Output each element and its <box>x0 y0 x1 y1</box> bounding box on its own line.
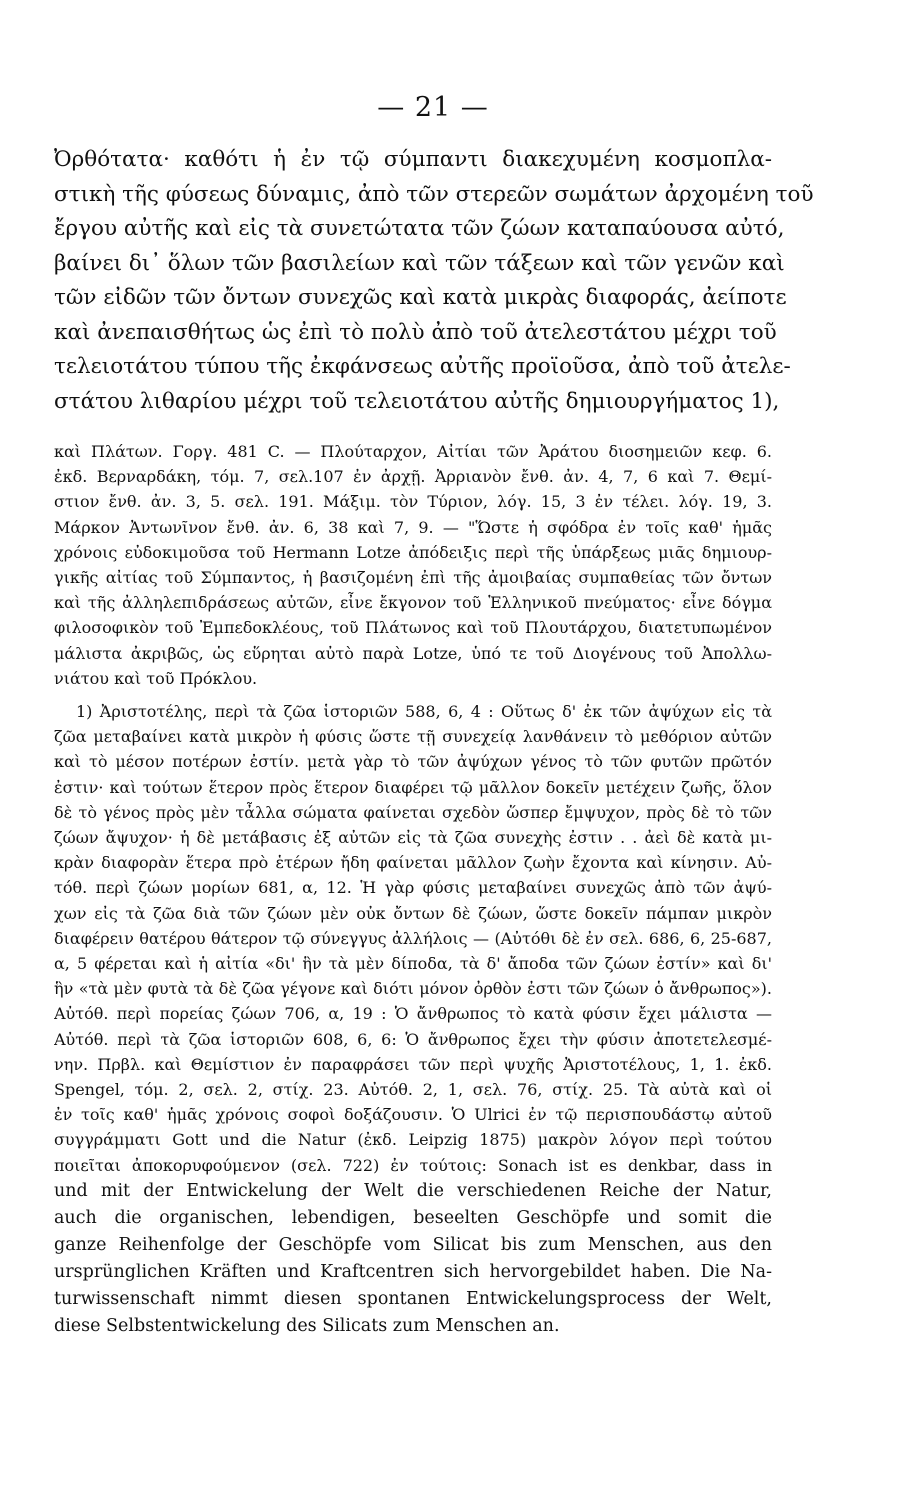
main-line: στάτου λιθαρίου μέχρι τοῦ τελειοτάτου αὐτῆς δημιουργήματος 1), <box>54 388 780 414</box>
footnote-line: χων εἰς τὰ ζῶα διὰ τῶν ζώων μὲν οὐκ ὄντων δὲ ζώων, ὥστε δοκεῖν πάμπαν μικρὸν <box>54 903 772 923</box>
page-number: — 21 — <box>377 92 489 123</box>
main-line: τελειοτάτου τύπου τῆς ἐκφάνσεως αὐτῆς προϊοῦσα, ἀπὸ τοῦ ἀτελε- <box>54 354 791 379</box>
footnote-line: μάλιστα ἀκριβῶς, ὡς εὕρηται αὐτὸ παρὰ Lotze, ὑπό τε τοῦ Διογένους τοῦ Ἀπολλω- <box>54 643 772 663</box>
footnote-line: ἣν «τὰ μὲν φυτὰ τὰ δὲ ζῶα γέγονε καὶ διότι μόνον ὀρθὸν ἐστι τῶν ζώων ὁ ἄνθρωπος»). <box>54 979 772 999</box>
footnote-line: νιάτου καὶ τοῦ Πρόκλου. <box>54 668 258 688</box>
main-line: ἔργου αὐτῆς καὶ εἰς τὰ συνετώτατα τῶν ζώων καταπαύουσα αὐτό, <box>54 216 785 241</box>
footnote-line: καὶ Πλάτων. Γοργ. 481 C. — Πλούταρχον, Αἰτίαι τῶν Ἀράτου διοσημειῶν κεφ. 6. <box>54 442 772 461</box>
footnote-line: γικῆς αἰτίας τοῦ Σύμπαντος, ἡ βασιζομένη ἐπὶ τῆς ἀμοιβαίας συμπαθείας τῶν ὄντων <box>54 568 772 588</box>
footnote-line: ganze Reihenfolge der Geschöpfe vom Silicat bis zum Menschen, aus den <box>54 1234 772 1255</box>
footnote-line: κρὰν διαφορὰν ἕτερα πρὸ ἑτέρων ἤδη φαίνεται μᾶλλον ζωὴν ἔχοντα καὶ κίνησιν. Αὐ- <box>54 853 772 873</box>
footnote-line: Μάρκον Ἀντωνῖνον ἔνθ. ἀν. 6, 38 καὶ 7, 9. — "Ὥστε ἡ σφόδρα ἐν τοῖς καθ' ἡμᾶς <box>54 517 772 537</box>
footnote-line: ἐκδ. Βερναρδάκη, τόμ. 7, σελ.107 ἐν ἀρχῇ. Ἀρριανὸν ἔνθ. ἀν. 4, 7, 6 καὶ 7. Θεμί- <box>54 467 772 487</box>
main-line: στικὴ τῆς φύσεως δύναμις, ἀπὸ τῶν στερεῶν σωμάτων ἀρχομένη τοῦ <box>54 181 814 207</box>
main-line: βαίνει δι᾿ ὅλων τῶν βασιλείων καὶ τῶν τάξεων καὶ τῶν γενῶν καὶ <box>54 250 785 276</box>
footnote-line: ἐστιν· καὶ τούτων ἕτερον πρὸς ἕτερον διαφέρει τῷ μᾶλλον δοκεῖν μετέχειν ζωῆς, ὅλον <box>54 777 772 797</box>
footnote-line: turwissenschaft nimmt diesen spontanen Entwickelungsprocess der Welt, <box>54 1288 772 1309</box>
footnote-line: ζῶα μεταβαίνει κατὰ μικρὸν ἡ φύσις ὥστε τῇ συνεχείᾳ λανθάνειν τὸ μεθόριον αὐτῶν <box>54 727 772 747</box>
footnote-line: τόθ. περὶ ζώων μορίων 681, α, 12. Ἡ γὰρ φύσις μεταβαίνει συνεχῶς ἀπὸ τῶν ἀψύ- <box>54 878 772 898</box>
footnote-line: νην. Πρβλ. καὶ Θεμίστιον ἐν παραφράσει τῶν περὶ ψυχῆς Ἀριστοτέλους, 1, 1. ἐκδ. <box>54 1054 772 1074</box>
footnote-line: συγγράμματι Gott und die Natur (ἐκδ. Leipzig 1875) μακρὸν λόγον περὶ τούτου <box>54 1130 772 1150</box>
footnote-line: und mit der Entwickelung der Welt die verschiedenen Reiche der Natur, <box>54 1180 772 1201</box>
footnote-line: ἐν τοῖς καθ' ἡμᾶς χρόνοις σοφοὶ δοξάζουσιν. Ὁ Ulrici ἐν τῷ περισπουδάστῳ αὐτοῦ <box>54 1105 772 1125</box>
main-paragraph <box>54 143 814 419</box>
footnote-line: Spengel, τόμ. 2, σελ. 2, στίχ. 23. Αὐτόθ. 2, 1, σελ. 76, στίχ. 25. Τὰ αὐτὰ καὶ οἱ <box>54 1080 772 1100</box>
footnote-line: φιλοσοφικὸν τοῦ Ἐμπεδοκλέους, τοῦ Πλάτωνος καὶ τοῦ Πλουτάρχου, διατετυπωμένον <box>54 618 772 638</box>
footnote-line: δὲ τὸ γένος πρὸς μὲν τἆλλα σώματα φαίνεται σχεδὸν ὥσπερ ἔμψυχον, πρὸς δὲ τὸ τῶν <box>54 802 772 822</box>
footnote-line: α, 5 φέρεται καὶ ἡ αἰτία «δι' ἣν τὰ μὲν δίποδα, τὰ δ' ἄποδα τῶν ζώων ἐστίν» καὶ δι' <box>54 954 772 974</box>
footnote-line: χρόνοις εὐδοκιμοῦσα τοῦ Hermann Lotze ἀπόδειξις περὶ τῆς ὑπάρξεως μιᾶς δημιουρ- <box>54 542 772 562</box>
footnote-1 <box>54 699 772 1178</box>
main-line: καὶ ἀνεπαισθήτως ὡς ἐπὶ τὸ πολὺ ἀπὸ τοῦ ἀτελεστάτου μέχρι τοῦ <box>54 319 777 345</box>
footnote-line: Αὐτόθ. περὶ πορείας ζώων 706, α, 19 : Ὁ ἄνθρωπος τὸ κατὰ φύσιν ἔχει μάλιστα — <box>54 1004 772 1024</box>
footnote-line: στιον ἔνθ. ἀν. 3, 5. σελ. 191. Μάξιμ. τὸν Τύριον, λόγ. 15, 3 ἐν τέλει. λόγ. 19, 3. <box>54 492 772 512</box>
footnote-line: διαφέρειν θατέρου θάτερον τῷ σύνεγγυς ἀλλήλοις — (Αὐτόθι δὲ ἐν σελ. 686, 6, 25-687, <box>54 928 772 948</box>
main-line: τῶν εἰδῶν τῶν ὄντων συνεχῶς καὶ κατὰ μικρὰς διαφοράς, ἀείποτε <box>54 285 787 310</box>
main-line: Ὀρθότατα· καθότι ἡ ἐν τῷ σύμπαντι διακεχυμένη κοσμοπλα- <box>54 147 772 172</box>
footnote-line: 1) Ἀριστοτέλης, περὶ τὰ ζῶα ἱστοριῶν 588, 6, 4 : Οὕτως δ' ἐκ τῶν ἀψύχων εἰς τὰ <box>76 702 772 722</box>
footnote-line: ursprünglichen Kräften und Kraftcentren sich hervorgebildet haben. Die Na- <box>54 1261 772 1282</box>
footnote-line: auch die organischen, lebendigen, beseelten Geschöpfe und somit die <box>54 1207 772 1228</box>
footnote-line: diese Selbstentwickelung des Silicats zum Menschen an. <box>54 1315 560 1336</box>
footnote-line: καὶ τὸ μέσον ποτέρων ἐστίν. μετὰ γὰρ τὸ τῶν ἀψύχων γένος τὸ τῶν φυτῶν πρῶτόν <box>54 752 772 772</box>
footnote-line: ζώων ἄψυχον· ἡ δὲ μετάβασις ἐξ αὐτῶν εἰς τὰ ζῶα συνεχὴς ἐστιν . . ἀεὶ δὲ κατὰ μι- <box>54 828 772 848</box>
footnote-line: Αὐτόθ. περὶ τὰ ζῶα ἱστοριῶν 608, 6, 6: Ὁ ἄνθρωπος ἔχει τὴν φύσιν ἀποτετελεσμέ- <box>54 1029 772 1049</box>
german-quotation <box>54 1178 772 1340</box>
footnote-line: καὶ τῆς ἀλληλεπιδράσεως αὐτῶν, εἶνε ἔκγονον τοῦ Ἑλληνικοῦ πνεύματος· εἶνε δόγμα <box>54 593 772 613</box>
footnote-line: ποιεῖται ἀποκορυφούμενον (σελ. 722) ἐν τούτοις: Sonach ist es denkbar, dass in <box>54 1155 772 1175</box>
footnote-continuation <box>54 439 772 691</box>
